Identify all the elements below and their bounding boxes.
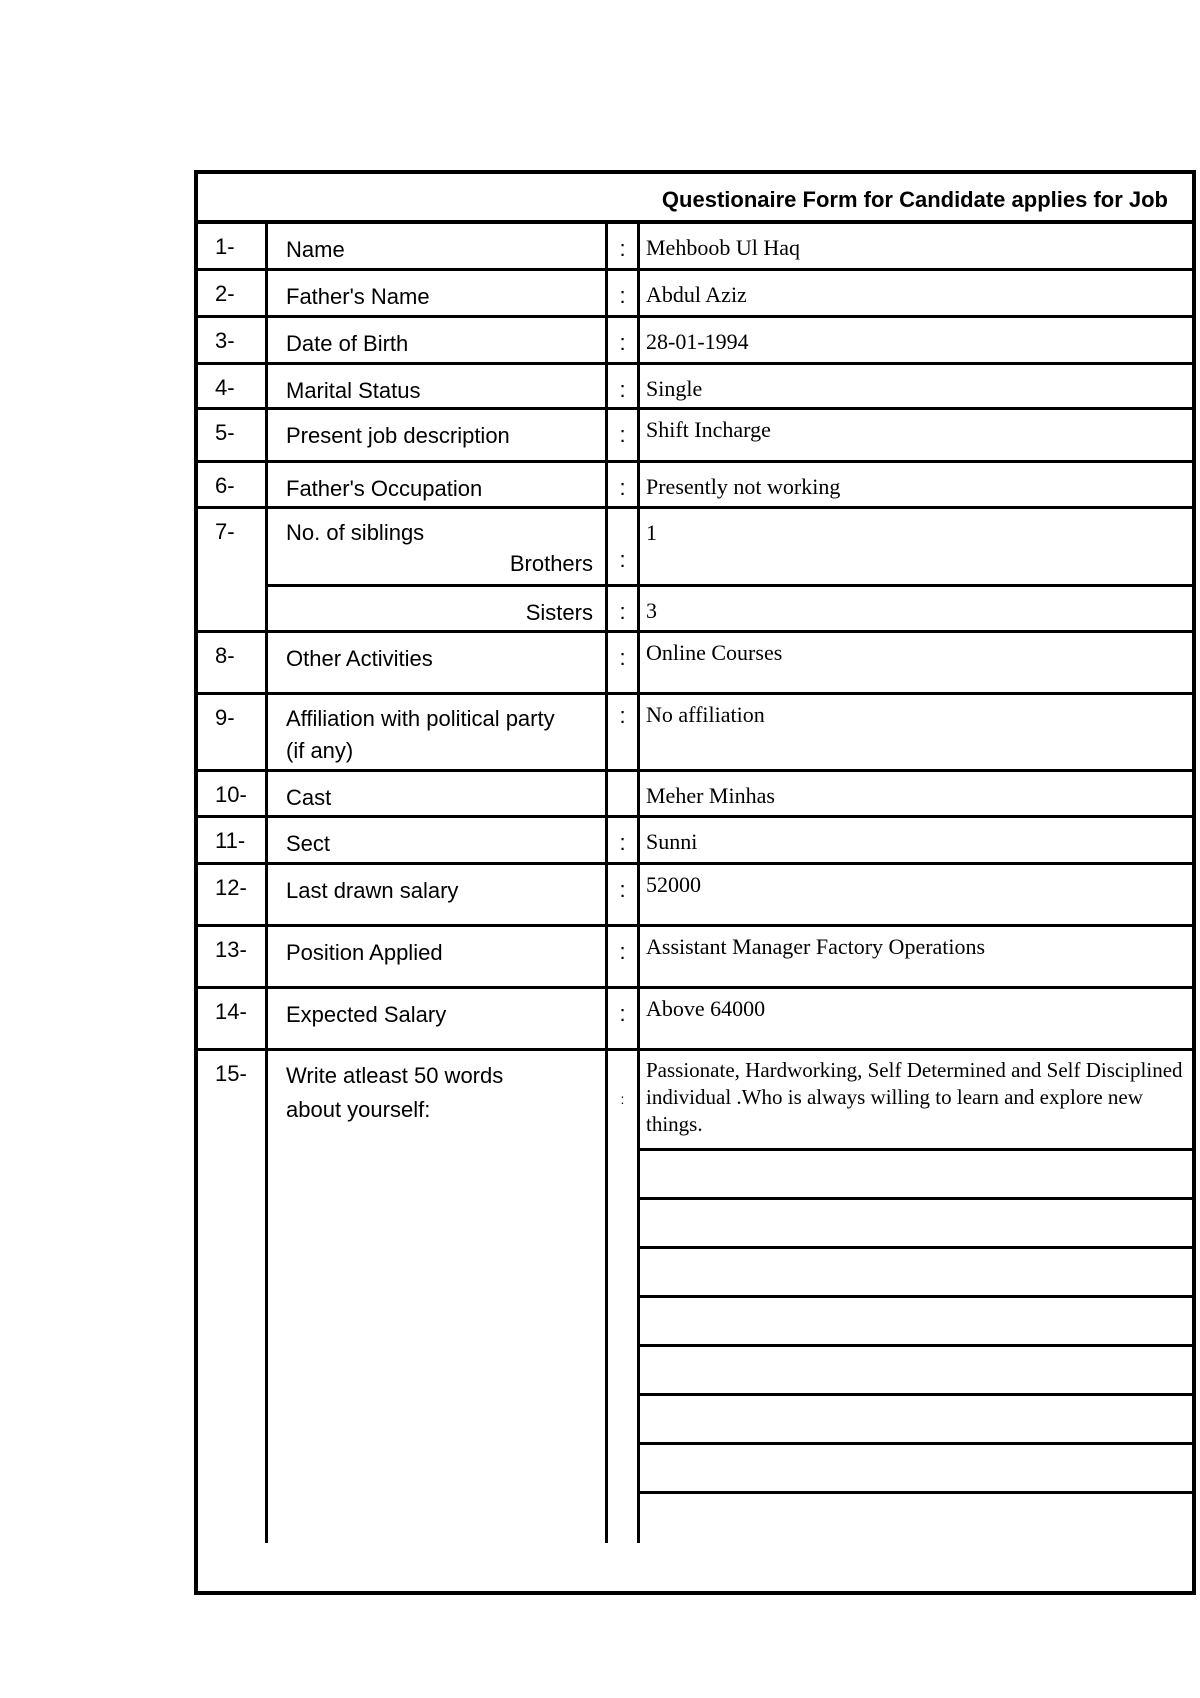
row-number: 2- (198, 271, 268, 318)
blank-writing-line[interactable] (640, 1396, 1192, 1445)
field-label: Expected Salary (268, 989, 608, 1051)
row-number: 10- (198, 772, 268, 818)
field-value[interactable]: 28-01-1994 (640, 318, 1192, 365)
affiliation-label-line: (if any) (286, 738, 354, 763)
field-value[interactable]: No affiliation (640, 695, 1192, 772)
colon-separator: : (608, 695, 640, 772)
field-label: Marital Status (268, 365, 608, 410)
field-value[interactable]: Meher Minhas (640, 772, 1192, 818)
about-label-line: Write atleast 50 words (286, 1063, 504, 1088)
affiliation-label (268, 695, 608, 772)
colon-separator (608, 772, 640, 818)
field-label: Date of Birth (268, 318, 608, 365)
field-value[interactable]: Abdul Aziz (640, 271, 1192, 318)
about-label-line: about yourself: (286, 1097, 431, 1122)
field-label: Sect (268, 818, 608, 865)
row-number: 11- (198, 818, 268, 865)
row-number: 12- (198, 865, 268, 927)
row-number: 6- (198, 463, 268, 509)
field-label: Cast (268, 772, 608, 818)
blank-writing-line[interactable] (640, 1494, 1192, 1543)
affiliation-label-line: Affiliation with political party (286, 706, 555, 731)
colon-separator: : (608, 365, 640, 410)
colon-separator: : (608, 818, 640, 865)
colon-separator: : (608, 271, 640, 318)
colon-separator: : (608, 633, 640, 695)
field-value[interactable]: Online Courses (640, 633, 1192, 695)
row-number: 14- (198, 989, 268, 1051)
brothers-label: Brothers (509, 551, 593, 576)
sisters-label: Sisters (268, 587, 608, 633)
field-value[interactable]: Sunni (640, 818, 1192, 865)
siblings-label-group (268, 509, 608, 587)
colon-separator: : (608, 224, 640, 271)
colon-separator: : (608, 410, 640, 463)
colon-separator: : (608, 318, 640, 365)
field-value[interactable]: Single (640, 365, 1192, 410)
colon-separator: : (608, 587, 640, 633)
row-number: 8- (198, 633, 268, 695)
field-label: Other Activities (268, 633, 608, 695)
field-value[interactable]: Mehboob Ul Haq (640, 224, 1192, 271)
field-value[interactable]: 52000 (640, 865, 1192, 927)
colon-separator: : (608, 989, 640, 1051)
about-text-area[interactable]: Passionate, Hardworking, Self Determined and Self Disciplined individual .Who is always willing to learn and explore new things. (640, 1051, 1192, 1151)
row-number: 13- (198, 927, 268, 989)
sisters-value[interactable]: 3 (640, 587, 1192, 633)
row-number: 3- (198, 318, 268, 365)
field-label: Father's Name (268, 271, 608, 318)
colon-separator: : (608, 927, 640, 989)
colon-separator: : (608, 463, 640, 509)
blank-writing-line[interactable] (640, 1298, 1192, 1347)
colon-separator: : (608, 509, 640, 587)
row-number: 7- (198, 509, 268, 633)
field-label: Present job description (268, 410, 608, 463)
blank-writing-line[interactable] (640, 1249, 1192, 1298)
siblings-label: No. of siblings (286, 520, 425, 545)
field-value[interactable]: Assistant Manager Factory Operations (640, 927, 1192, 989)
field-value[interactable]: Above 64000 (640, 989, 1192, 1051)
blank-writing-line[interactable] (640, 1151, 1192, 1200)
form-title: Questionaire Form for Candidate applies for Job (198, 174, 1192, 224)
row-number: 5- (198, 410, 268, 463)
colon-separator: : (608, 865, 640, 927)
brothers-value[interactable]: 1 (640, 509, 1192, 587)
blank-writing-line[interactable] (640, 1200, 1192, 1249)
row-number: 9- (198, 695, 268, 772)
field-value[interactable]: Shift Incharge (640, 410, 1192, 463)
blank-writing-line[interactable] (640, 1445, 1192, 1494)
field-label: Father's Occupation (268, 463, 608, 509)
row-number: 4- (198, 365, 268, 410)
field-label: Position Applied (268, 927, 608, 989)
row-number: 15- (198, 1051, 268, 1543)
blank-writing-line[interactable] (640, 1347, 1192, 1396)
field-label: Name (268, 224, 608, 271)
questionnaire-form (194, 170, 1196, 1595)
colon-separator: : (608, 1051, 640, 1543)
row-number: 1- (198, 224, 268, 271)
field-label: Last drawn salary (268, 865, 608, 927)
field-value[interactable]: Presently not working (640, 463, 1192, 509)
about-label (268, 1051, 608, 1543)
